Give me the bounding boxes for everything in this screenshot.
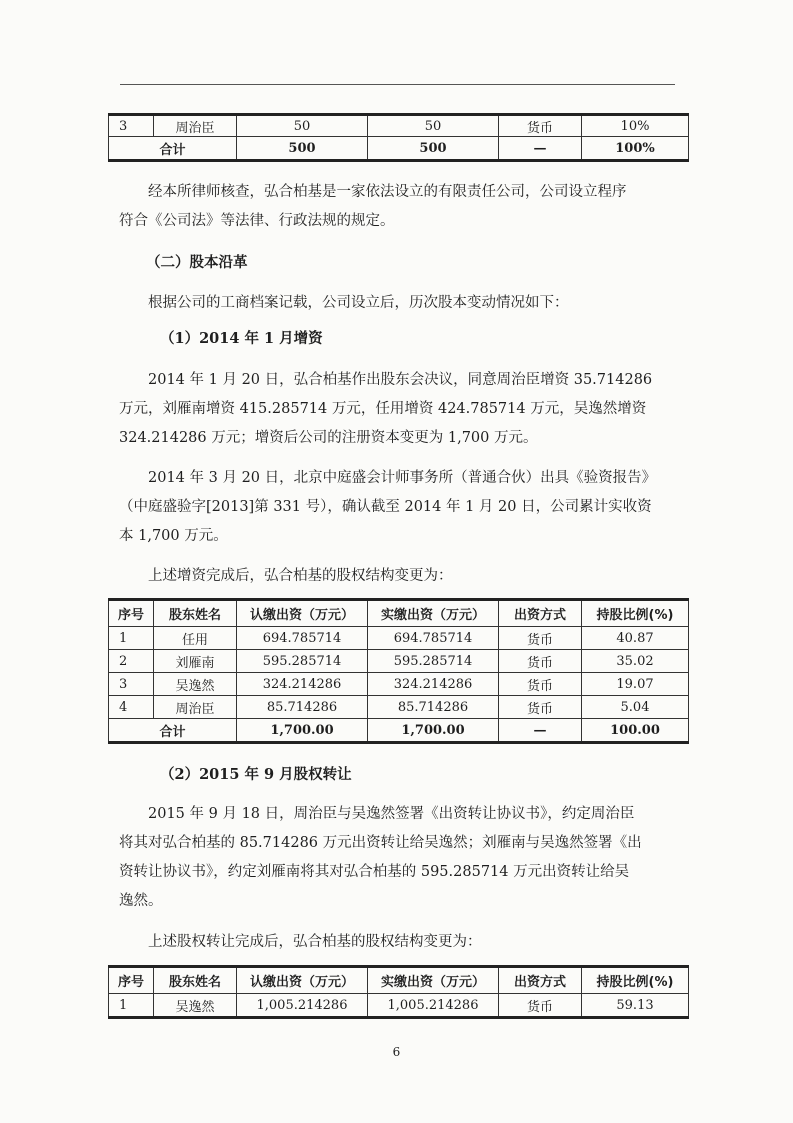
table-row: 3 吴逸然 324.214286 324.214286 货币 19.07 <box>109 673 689 696</box>
paragraph-transfer-agreement: 2015 年 9 月 18 日，周治臣与吴逸然签署《出资转让协议书》，约定周治臣 将其对弘合柏基的 85.714286 万元出资转让给吴逸然；刘雁南与吴逸然签署《出 资转让协议书》，约定刘雁南将其对弘合柏基的 595.285714 万元出资转让给吴 逸然。 <box>119 806 642 909</box>
subheading-equity-transfer: （2）2015 年 9 月股权转让 <box>160 766 352 783</box>
section-heading-share-history: （二）股本沿革 <box>146 254 248 271</box>
table-total-row: 合计 500 500 — 100% <box>109 137 689 161</box>
header-rule <box>120 84 675 85</box>
table-row: 1 任用 694.785714 694.785714 货币 40.87 <box>109 627 689 650</box>
capital-table-top <box>108 113 689 162</box>
paragraph-intro: 根据公司的工商档案记载，公司设立后，历次股本变动情况如下： <box>148 295 569 311</box>
table-total-row: 合计 1,700.00 1,700.00 — 100.00 <box>109 719 689 743</box>
table-header-row: 序号 股东姓名 认缴出资（万元） 实缴出资（万元） 出资方式 持股比例(%) <box>109 600 689 627</box>
paragraph-capital-verification: 2014 年 3 月 20 日，北京中庭盛会计师事务所（普通合伙）出具《验资报告》 （中庭盛验字[2013]第 331 号），确认截至 2014 年 1 月 20 日，公司累计实收资 本 1,700 万元。 <box>119 470 657 544</box>
table-header-row: 序号 股东姓名 认缴出资（万元） 实缴出资（万元） 出资方式 持股比例(%) <box>109 967 689 994</box>
table-row: 4 周治臣 85.714286 85.714286 货币 5.04 <box>109 696 689 719</box>
page-number: 6 <box>392 1045 401 1059</box>
subheading-capital-increase: （1）2014 年 1 月增资 <box>160 330 323 347</box>
paragraph-verification: 经本所律师核查，弘合柏基是一家依法设立的有限责任公司，公司设立程序 符合《公司法》等法律、行政法规的规定。 <box>119 184 627 229</box>
paragraph-structure-after-transfer: 上述股权转让完成后，弘合柏基的股权结构变更为： <box>148 934 482 950</box>
table-row: 3 周治臣 50 50 货币 10% <box>109 115 689 137</box>
table-row: 1 吴逸然 1,005.214286 1,005.214286 货币 59.13 <box>109 994 689 1018</box>
capital-table-after-increase <box>108 598 689 744</box>
table-row: 2 刘雁南 595.285714 595.285714 货币 35.02 <box>109 650 689 673</box>
capital-table-after-transfer <box>108 965 689 1019</box>
paragraph-structure-after-increase: 上述增资完成后，弘合柏基的股权结构变更为： <box>148 568 453 584</box>
paragraph-increase-resolution: 2014 年 1 月 20 日，弘合柏基作出股东会决议，同意周治臣增资 35.714286 万元，刘雁南增资 415.285714 万元，任用增资 424.785714 万元，吴逸然增资 324.214286 万元；增资后公司的注册资本变更为 1,700 万元。 <box>119 372 653 446</box>
